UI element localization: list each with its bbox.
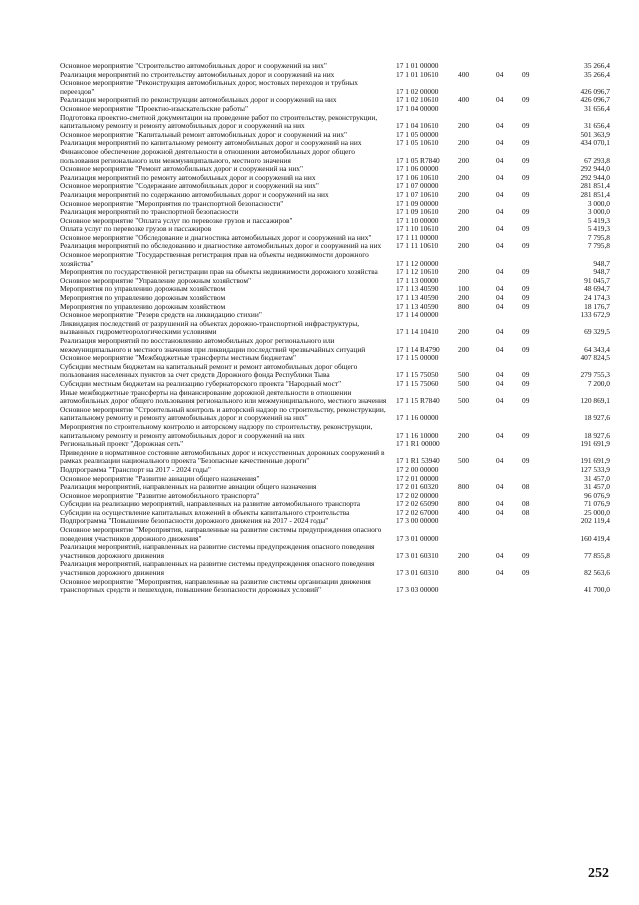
row-expense-type: 800 — [458, 499, 470, 509]
row-sum: 202 119,4 — [580, 516, 610, 526]
row-name: Реализация мероприятий по капитальному ремонту автомобильных дорог и сооружений на них — [60, 138, 362, 148]
row-code: 17 1 04 10610 — [396, 121, 439, 131]
row-expense-type: 200 — [458, 138, 470, 148]
row-sum: 35 266,4 — [584, 69, 610, 79]
row-name: Мероприятия по управлению дорожным хозяйством — [60, 293, 226, 303]
row-subsection: 09 — [522, 69, 530, 79]
row-expense-type: 200 — [458, 327, 470, 337]
row-code: 17 1 07 00000 — [396, 181, 439, 191]
row-code: 17 1 02 00000 — [396, 86, 439, 96]
row-sum: 426 096,7 — [580, 95, 610, 105]
row-subsection: 09 — [522, 378, 530, 388]
row-expense-type: 400 — [458, 507, 470, 517]
row-expense-type: 200 — [458, 172, 470, 182]
row-name: Реализация мероприятий по обследованию и диагностике автомобильных дорог и сооружений на них — [60, 241, 382, 251]
row-name: Реализация мероприятий по строительству автомобильных дорог и сооружений на них — [60, 69, 335, 79]
row-name: Основное мероприятие "Строительный контроль и авторский надзор по строительству, реконструкции, капитальному ремонту и ремонту автомобильных дорог и сооружений на них" — [60, 404, 386, 423]
row-code: 17 1 09 10610 — [396, 207, 439, 217]
row-subsection: 09 — [522, 121, 530, 131]
row-subsection: 09 — [522, 430, 530, 440]
row-expense-type: 500 — [458, 378, 470, 388]
row-name: Основное мероприятие "Оплата услуг по перевозке грузов и пассажиров" — [60, 215, 293, 225]
row-section: 04 — [496, 568, 504, 578]
row-code: 17 1 06 10610 — [396, 172, 439, 182]
row-code: 17 1 09 00000 — [396, 198, 439, 208]
row-subsection: 09 — [522, 241, 530, 251]
row-sum: 18 176,7 — [584, 301, 610, 311]
row-code: 17 3 01 60310 — [396, 568, 439, 578]
row-code: 17 1 13 40590 — [396, 284, 439, 294]
row-subsection: 09 — [522, 155, 530, 165]
row-sum: 292 944,0 — [580, 164, 610, 174]
row-sum: 407 824,5 — [580, 353, 610, 363]
row-sum: 77 855,8 — [584, 550, 610, 560]
row-sum: 133 672,9 — [580, 310, 610, 320]
row-name: Основное мероприятие "Мероприятия, направленные на развитие системы организации движения транспортных средств и пешеходов, повышение безопасности дорожных условий" — [60, 576, 371, 595]
row-name: Основное мероприятие "Мероприятия, направленные на развитие системы предупреждения опасного поведения участников дорожного движения" — [60, 525, 382, 543]
row-expense-type: 500 — [458, 396, 470, 406]
row-code: 17 1 01 00000 — [396, 61, 439, 70]
row-expense-type: 200 — [458, 293, 470, 303]
row-section: 04 — [496, 293, 504, 303]
row-code: 17 1 16 10000 — [396, 430, 439, 440]
row-section: 04 — [496, 378, 504, 388]
row-code: 17 1 12 10610 — [396, 267, 439, 277]
table-row — [60, 79, 620, 96]
row-section: 04 — [496, 155, 504, 165]
row-code: 17 1 11 00000 — [396, 232, 439, 242]
row-subsection: 09 — [522, 172, 530, 182]
row-sum: 18 927,6 — [584, 430, 610, 440]
row-name: Реализация мероприятий, направленных на развитие авиации общего назначения — [60, 482, 317, 492]
row-name: Мероприятия по государственной регистрации прав на объекты недвижимости дорожного хозяйства — [60, 267, 378, 277]
row-sum: 82 563,6 — [584, 568, 610, 578]
row-sum: 191 691,9 — [580, 439, 610, 449]
row-code: 17 1 05 00000 — [396, 129, 439, 139]
row-section: 04 — [496, 344, 504, 354]
page-number: 252 — [588, 866, 609, 881]
row-name: Основное мероприятие "Развитие авиации общего назначения" — [60, 473, 260, 483]
row-code: 17 1 16 00000 — [396, 413, 439, 423]
row-section: 04 — [496, 550, 504, 560]
row-name: Реализация мероприятий по содержанию автомобильных дорог и сооружений на них — [60, 189, 329, 199]
row-code: 17 1 R1 53940 — [396, 456, 440, 466]
row-subsection: 09 — [522, 327, 530, 337]
row-section: 04 — [496, 507, 504, 517]
row-name: Основное мероприятие "Государственная регистрация прав на объекты недвижимости дорожного хозяйства" — [60, 250, 369, 268]
row-name: Региональный проект "Дорожная сеть" — [60, 439, 184, 449]
row-sum: 281 851,4 — [580, 189, 610, 199]
row-section: 04 — [496, 207, 504, 217]
row-name: Приведение в нормативное состояние автомобильных дорог и искусственных дорожных сооружений в рамках реализации национального проекта "Безопасные качественные дороги" — [60, 447, 385, 466]
row-subsection: 09 — [522, 396, 530, 406]
row-expense-type: 200 — [458, 430, 470, 440]
row-name: Субсидии местным бюджетам на реализацию губернаторского проекта "Народный мост" — [60, 378, 342, 388]
row-code: 17 2 02 00000 — [396, 490, 439, 500]
row-code: 17 1 12 00000 — [396, 258, 439, 268]
row-sum: 41 700,0 — [584, 585, 610, 595]
row-code: 17 2 01 00000 — [396, 473, 439, 483]
row-section: 04 — [496, 172, 504, 182]
row-expense-type: 200 — [458, 121, 470, 131]
row-sum: 191 691,9 — [580, 456, 610, 466]
row-name: Основное мероприятие "Межбюджетные трансферты местным бюджетам" — [60, 353, 296, 363]
row-name: Реализация мероприятий, направленных на развитие системы предупреждения опасного поведения участников дорожного движения — [60, 542, 375, 560]
row-expense-type: 100 — [458, 284, 470, 294]
row-subsection: 09 — [522, 301, 530, 311]
row-name: Оплата услуг по перевозке грузов и пассажиров — [60, 224, 212, 234]
table-row — [60, 148, 620, 165]
row-section: 04 — [496, 189, 504, 199]
row-sum: 69 329,5 — [584, 327, 610, 337]
row-code: 17 1 07 10610 — [396, 189, 439, 199]
row-sum: 67 293,8 — [584, 155, 610, 165]
row-section: 04 — [496, 301, 504, 311]
row-subsection: 09 — [522, 456, 530, 466]
row-name: Реализация мероприятий по транспортной безопасности — [60, 207, 239, 217]
table-row — [60, 114, 620, 131]
row-subsection: 09 — [522, 284, 530, 294]
row-subsection: 09 — [522, 95, 530, 105]
row-sum: 948,7 — [593, 258, 610, 268]
row-name: Субсидии на реализацию мероприятий, направленных на развитие автомобильного транспорта — [60, 499, 361, 509]
table-row — [60, 320, 620, 337]
row-code: 17 1 04 00000 — [396, 103, 439, 113]
table-row — [60, 526, 620, 543]
row-section: 04 — [496, 224, 504, 234]
row-name: Основное мероприятие "Строительство автомобильных дорог и сооружений на них" — [60, 61, 327, 70]
row-name: Реализация мероприятий по реконструкции автомобильных дорог и сооружений на них — [60, 95, 337, 105]
row-section: 04 — [496, 138, 504, 148]
table-row — [60, 337, 620, 354]
row-name: Подпрограмма "Транспорт на 2017 - 2024 годы" — [60, 464, 211, 474]
row-code: 17 1 01 10610 — [396, 69, 439, 79]
row-sum: 96 076,9 — [584, 490, 610, 500]
row-sum: 91 045,7 — [584, 275, 610, 285]
table-row — [60, 449, 620, 466]
row-code: 17 1 15 75060 — [396, 378, 439, 388]
row-name: Иные межбюджетные трансферты на финансирование дорожной деятельности в отношении автомобильных дорог общего пользования регионального или межмуниципального, местного значения — [60, 387, 387, 406]
row-sum: 24 174,3 — [584, 293, 610, 303]
row-subsection: 09 — [522, 189, 530, 199]
row-code: 17 2 01 60320 — [396, 482, 439, 492]
row-name: Основное мероприятие "Резерв средств на ликвидацию стихии" — [60, 310, 262, 320]
row-sum: 292 944,0 — [580, 172, 610, 182]
table-row — [60, 560, 620, 577]
row-code: 17 1 R1 00000 — [396, 439, 440, 449]
row-section: 04 — [496, 430, 504, 440]
row-sum: 127 533,9 — [580, 464, 610, 474]
row-sum: 31 656,4 — [584, 121, 610, 131]
row-sum: 31 656,4 — [584, 103, 610, 113]
row-sum: 31 457,0 — [584, 473, 610, 483]
row-sum: 7 200,0 — [587, 378, 610, 388]
row-section: 04 — [496, 95, 504, 105]
row-code: 17 1 11 10610 — [396, 241, 439, 251]
row-name: Ликвидация последствий от разрушений на объектах дорожно-транспортной инфраструктуры, вызванных гидрометеорологическими условиями — [60, 318, 360, 337]
row-name: Подготовка проектно-сметной документации на проведение работ по строительству, реконструкции, капитальному ремонту и ремонту автомобильных дорог и сооружений на них — [60, 112, 378, 131]
row-code: 17 1 13 40590 — [396, 301, 439, 311]
row-expense-type: 200 — [458, 189, 470, 199]
row-code: 17 2 02 67000 — [396, 507, 439, 517]
row-code: 17 3 03 00000 — [396, 585, 439, 595]
row-subsection: 09 — [522, 293, 530, 303]
row-name: Основное мероприятие "Развитие автомобильного транспорта" — [60, 490, 260, 500]
table-row — [60, 251, 620, 268]
row-expense-type: 200 — [458, 267, 470, 277]
row-name: Основное мероприятие "Управление дорожным хозяйством" — [60, 275, 252, 285]
row-section: 04 — [496, 499, 504, 509]
row-section: 04 — [496, 241, 504, 251]
row-name: Мероприятия по управлению дорожным хозяйством — [60, 284, 226, 294]
row-name: Подпрограмма "Повышение безопасности дорожного движения на 2017 - 2024 годы" — [60, 516, 329, 526]
row-expense-type: 500 — [458, 456, 470, 466]
row-expense-type: 400 — [458, 69, 470, 79]
row-section: 04 — [496, 69, 504, 79]
table-row — [60, 543, 620, 560]
row-section: 04 — [496, 284, 504, 294]
table-row — [60, 363, 620, 380]
row-sum: 48 694,7 — [584, 284, 610, 294]
row-sum: 279 755,3 — [580, 370, 610, 380]
row-expense-type: 200 — [458, 241, 470, 251]
row-name: Субсидии на осуществление капитальных вложений в объекты капитального строительства — [60, 507, 350, 517]
row-name: Основное мероприятие "Ремонт автомобильных дорог и сооружений на них" — [60, 164, 303, 174]
row-name: Мероприятия по строительному контролю и авторскому надзору по строительству, реконструкции, капитальному ремонту и ремонту автомобильных дорог и сооружений на них — [60, 421, 373, 440]
row-sum: 426 096,7 — [580, 86, 610, 96]
row-section: 04 — [496, 267, 504, 277]
row-code: 17 1 10 10610 — [396, 224, 439, 234]
row-expense-type: 200 — [458, 550, 470, 560]
row-sum: 7 795,8 — [587, 241, 610, 251]
row-code: 17 1 02 10610 — [396, 95, 439, 105]
row-sum: 7 795,8 — [587, 232, 610, 242]
row-subsection: 09 — [522, 267, 530, 277]
table-row — [60, 423, 620, 440]
row-name: Субсидии местным бюджетам на капитальный ремонт и ремонт автомобильных дорог общего пользования населенных пунктов за счет средств Дорожного фонда Республики Тыва — [60, 361, 358, 380]
row-expense-type: 200 — [458, 155, 470, 165]
row-subsection: 09 — [522, 370, 530, 380]
row-sum: 35 266,4 — [584, 61, 610, 70]
budget-table — [60, 62, 620, 595]
row-sum: 5 419,3 — [587, 215, 610, 225]
row-subsection: 09 — [522, 344, 530, 354]
row-expense-type: 800 — [458, 301, 470, 311]
row-code: 17 2 02 65090 — [396, 499, 439, 509]
row-section: 04 — [496, 121, 504, 131]
row-name: Основное мероприятие "Содержание автомобильных дорог и сооружений на них" — [60, 181, 319, 191]
row-name: Реализация мероприятий по ремонту автомобильных дорог и сооружений на них — [60, 172, 316, 182]
row-name: Основное мероприятие "Обследование и диагностика автомобильных дорог и сооружений на них" — [60, 232, 372, 242]
row-code: 17 1 10 00000 — [396, 215, 439, 225]
row-name: Основное мероприятие "Реконструкция автомобильных дорог, мостовых переходов и трубных переездов" — [60, 78, 358, 96]
row-section: 04 — [496, 482, 504, 492]
row-sum: 64 343,4 — [584, 344, 610, 354]
row-code: 17 1 14 00000 — [396, 310, 439, 320]
row-expense-type: 500 — [458, 370, 470, 380]
row-section: 04 — [496, 370, 504, 380]
row-name: Основное мероприятие "Капитальный ремонт автомобильных дорог и сооружений на них" — [60, 129, 348, 139]
row-sum: 434 070,1 — [580, 138, 610, 148]
row-code: 17 1 15 R7840 — [396, 396, 440, 406]
row-sum: 3 000,0 — [587, 198, 610, 208]
row-sum: 71 076,9 — [584, 499, 610, 509]
row-subsection: 09 — [522, 138, 530, 148]
row-subsection: 09 — [522, 550, 530, 560]
row-code: 17 3 00 00000 — [396, 516, 439, 526]
table-row — [60, 406, 620, 423]
row-section: 04 — [496, 396, 504, 406]
row-code: 17 1 13 40590 — [396, 293, 439, 303]
row-name: Финансовое обеспечение дорожной деятельности в отношении автомобильных дорог общего пользования регионального или межмуниципального, местного значения — [60, 146, 355, 165]
row-subsection: 08 — [522, 507, 530, 517]
row-name: Основное мероприятие "Мероприятия по транспортной безопасности" — [60, 198, 284, 208]
row-code: 17 3 01 60310 — [396, 550, 439, 560]
table-row — [60, 389, 620, 406]
row-section: 04 — [496, 327, 504, 337]
row-subsection: 09 — [522, 224, 530, 234]
row-expense-type: 800 — [458, 482, 470, 492]
row-expense-type: 200 — [458, 344, 470, 354]
row-expense-type: 200 — [458, 207, 470, 217]
row-subsection: 08 — [522, 482, 530, 492]
row-expense-type: 200 — [458, 224, 470, 234]
row-expense-type: 800 — [458, 568, 470, 578]
row-code: 17 1 05 10610 — [396, 138, 439, 148]
row-subsection: 09 — [522, 207, 530, 217]
row-sum: 5 419,3 — [587, 224, 610, 234]
row-sum: 18 927,6 — [584, 413, 610, 423]
row-sum: 3 000,0 — [587, 207, 610, 217]
row-code: 17 1 15 00000 — [396, 353, 439, 363]
row-code: 17 3 01 00000 — [396, 533, 439, 543]
row-name: Реализация мероприятий, направленных на развитие системы предупреждения опасного поведения участников дорожного движения — [60, 559, 375, 578]
row-name: Мероприятия по управлению дорожным хозяйством — [60, 301, 226, 311]
row-code: 17 1 15 75050 — [396, 370, 439, 380]
row-sum: 160 419,4 — [580, 533, 610, 543]
row-name: Реализация мероприятий по восстановлению автомобильных дорог регионального или межмуниципального и местного значения при ликвидации последствий чрезвычайных ситуаций — [60, 336, 366, 354]
row-sum: 31 457,0 — [584, 482, 610, 492]
row-expense-type: 400 — [458, 95, 470, 105]
row-code: 17 1 14 10410 — [396, 327, 439, 337]
row-code: 17 2 00 00000 — [396, 464, 439, 474]
row-subsection: 09 — [522, 568, 530, 578]
row-sum: 948,7 — [593, 267, 610, 277]
row-sum: 281 851,4 — [580, 181, 610, 191]
row-subsection: 08 — [522, 499, 530, 509]
row-sum: 25 000,0 — [584, 507, 610, 517]
row-code: 17 1 14 R4790 — [396, 344, 440, 354]
row-sum: 501 363,9 — [580, 129, 610, 139]
row-name: Основное мероприятие "Проектно-изыскательские работы" — [60, 103, 248, 113]
row-sum: 120 869,1 — [580, 396, 610, 406]
table-row — [60, 578, 620, 595]
row-code: 17 1 06 00000 — [396, 164, 439, 174]
row-section: 04 — [496, 456, 504, 466]
row-code: 17 1 05 R7840 — [396, 155, 440, 165]
row-code: 17 1 13 00000 — [396, 275, 439, 285]
